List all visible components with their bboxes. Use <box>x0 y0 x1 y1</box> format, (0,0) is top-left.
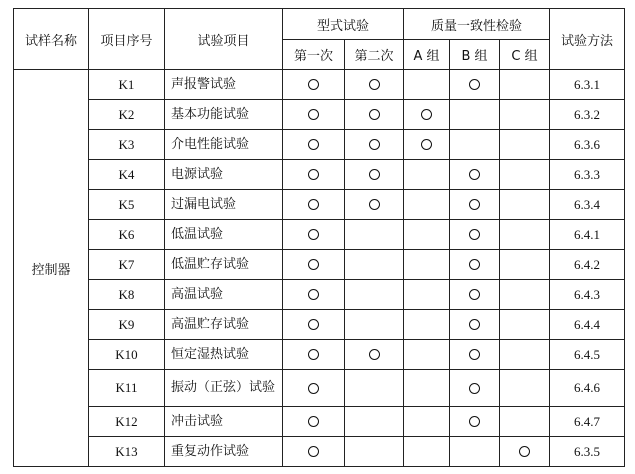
mark-cell-group-a <box>404 437 450 467</box>
mark-cell-group-c <box>500 280 550 310</box>
mark-cell-first <box>283 407 345 437</box>
mark-cell-group-c <box>500 100 550 130</box>
item-no-cell: K8 <box>89 280 165 310</box>
circle-mark-icon <box>519 446 530 457</box>
test-item-cell: 低温贮存试验 <box>165 250 283 280</box>
test-item-cell: 高温试验 <box>165 280 283 310</box>
header-sample-name: 试样名称 <box>14 9 89 70</box>
mark-cell-first <box>283 310 345 340</box>
circle-mark-icon <box>369 139 380 150</box>
circle-mark-icon <box>421 139 432 150</box>
header-test-item: 试验项目 <box>165 9 283 70</box>
circle-mark-icon <box>308 109 319 120</box>
mark-cell-group-c <box>500 70 550 100</box>
header-quality-test: 质量一致性检验 <box>404 9 550 40</box>
table-row <box>14 370 625 407</box>
item-no-cell: K9 <box>89 310 165 340</box>
circle-mark-icon <box>308 229 319 240</box>
circle-mark-icon <box>308 139 319 150</box>
mark-cell-second <box>345 280 404 310</box>
method-cell: 6.4.6 <box>550 370 625 407</box>
circle-mark-icon <box>369 109 380 120</box>
test-item-cell: 电源试验 <box>165 160 283 190</box>
test-item-cell: 高温贮存试验 <box>165 310 283 340</box>
test-items-table <box>13 8 625 467</box>
circle-mark-icon <box>308 169 319 180</box>
item-no-cell: K1 <box>89 70 165 100</box>
table-row <box>14 437 625 467</box>
mark-cell-first <box>283 190 345 220</box>
test-item-cell: 重复动作试验 <box>165 437 283 467</box>
method-cell: 6.4.3 <box>550 280 625 310</box>
mark-cell-group-a <box>404 370 450 407</box>
mark-cell-group-c <box>500 437 550 467</box>
circle-mark-icon <box>308 289 319 300</box>
mark-cell-group-b <box>450 310 500 340</box>
mark-cell-group-b <box>450 250 500 280</box>
table-row <box>14 190 625 220</box>
circle-mark-icon <box>469 416 480 427</box>
mark-cell-group-a <box>404 407 450 437</box>
test-item-cell: 低温试验 <box>165 220 283 250</box>
circle-mark-icon <box>469 319 480 330</box>
table-row <box>14 160 625 190</box>
mark-cell-group-b <box>450 220 500 250</box>
mark-cell-group-a <box>404 130 450 160</box>
circle-mark-icon <box>308 383 319 394</box>
circle-mark-icon <box>308 446 319 457</box>
item-no-cell: K13 <box>89 437 165 467</box>
test-item-cell: 基本功能试验 <box>165 100 283 130</box>
circle-mark-icon <box>308 199 319 210</box>
mark-cell-group-a <box>404 310 450 340</box>
method-cell: 6.4.2 <box>550 250 625 280</box>
header-group-b: B 组 <box>450 40 500 70</box>
sample-name-cell: 控制器 <box>14 70 89 467</box>
mark-cell-group-b <box>450 407 500 437</box>
circle-mark-icon <box>369 169 380 180</box>
circle-mark-icon <box>469 383 480 394</box>
mark-cell-second <box>345 130 404 160</box>
circle-mark-icon <box>308 79 319 90</box>
mark-cell-second <box>345 70 404 100</box>
circle-mark-icon <box>369 199 380 210</box>
circle-mark-icon <box>469 259 480 270</box>
mark-cell-group-a <box>404 280 450 310</box>
method-cell: 6.4.5 <box>550 340 625 370</box>
circle-mark-icon <box>308 349 319 360</box>
mark-cell-group-c <box>500 220 550 250</box>
method-cell: 6.4.7 <box>550 407 625 437</box>
mark-cell-group-b <box>450 340 500 370</box>
mark-cell-group-c <box>500 370 550 407</box>
method-cell: 6.4.1 <box>550 220 625 250</box>
mark-cell-group-c <box>500 340 550 370</box>
mark-cell-first <box>283 370 345 407</box>
mark-cell-first <box>283 220 345 250</box>
header-item-no: 项目序号 <box>89 9 165 70</box>
mark-cell-group-b <box>450 130 500 160</box>
method-cell: 6.3.2 <box>550 100 625 130</box>
mark-cell-group-a <box>404 160 450 190</box>
mark-cell-second <box>345 250 404 280</box>
mark-cell-group-c <box>500 310 550 340</box>
circle-mark-icon <box>469 79 480 90</box>
table-row <box>14 70 625 100</box>
item-no-cell: K10 <box>89 340 165 370</box>
header-type-test: 型式试验 <box>283 9 404 40</box>
mark-cell-second <box>345 160 404 190</box>
mark-cell-group-a <box>404 190 450 220</box>
header-row-1 <box>14 9 625 40</box>
item-no-cell: K11 <box>89 370 165 407</box>
circle-mark-icon <box>421 109 432 120</box>
circle-mark-icon <box>308 259 319 270</box>
method-cell: 6.3.5 <box>550 437 625 467</box>
circle-mark-icon <box>308 416 319 427</box>
circle-mark-icon <box>469 349 480 360</box>
method-cell: 6.4.4 <box>550 310 625 340</box>
mark-cell-group-a <box>404 340 450 370</box>
item-no-cell: K2 <box>89 100 165 130</box>
mark-cell-group-b <box>450 280 500 310</box>
mark-cell-group-b <box>450 160 500 190</box>
mark-cell-first <box>283 130 345 160</box>
table-row <box>14 310 625 340</box>
mark-cell-first <box>283 100 345 130</box>
table-row <box>14 130 625 160</box>
table-row <box>14 407 625 437</box>
header-group-a: A 组 <box>404 40 450 70</box>
item-no-cell: K5 <box>89 190 165 220</box>
mark-cell-second <box>345 220 404 250</box>
mark-cell-first <box>283 160 345 190</box>
mark-cell-first <box>283 437 345 467</box>
mark-cell-second <box>345 340 404 370</box>
circle-mark-icon <box>469 289 480 300</box>
mark-cell-group-a <box>404 250 450 280</box>
mark-cell-group-c <box>500 250 550 280</box>
mark-cell-group-b <box>450 370 500 407</box>
mark-cell-group-c <box>500 407 550 437</box>
mark-cell-second <box>345 190 404 220</box>
method-cell: 6.3.4 <box>550 190 625 220</box>
method-cell: 6.3.3 <box>550 160 625 190</box>
table-row <box>14 100 625 130</box>
table-row <box>14 340 625 370</box>
mark-cell-group-c <box>500 190 550 220</box>
test-item-cell: 振动（正弦）试验 <box>165 370 283 407</box>
circle-mark-icon <box>469 229 480 240</box>
method-cell: 6.3.6 <box>550 130 625 160</box>
circle-mark-icon <box>308 319 319 330</box>
table-body <box>14 70 625 467</box>
circle-mark-icon <box>369 79 380 90</box>
test-item-cell: 声报警试验 <box>165 70 283 100</box>
test-item-cell: 冲击试验 <box>165 407 283 437</box>
table-row <box>14 280 625 310</box>
item-no-cell: K3 <box>89 130 165 160</box>
mark-cell-second <box>345 100 404 130</box>
mark-cell-group-a <box>404 100 450 130</box>
mark-cell-group-b <box>450 100 500 130</box>
mark-cell-second <box>345 437 404 467</box>
mark-cell-first <box>283 70 345 100</box>
mark-cell-group-c <box>500 160 550 190</box>
method-cell: 6.3.1 <box>550 70 625 100</box>
item-no-cell: K7 <box>89 250 165 280</box>
circle-mark-icon <box>369 349 380 360</box>
mark-cell-group-b <box>450 437 500 467</box>
mark-cell-group-b <box>450 70 500 100</box>
mark-cell-second <box>345 370 404 407</box>
mark-cell-group-a <box>404 70 450 100</box>
table-row <box>14 220 625 250</box>
header-group-c: C 组 <box>500 40 550 70</box>
mark-cell-group-a <box>404 220 450 250</box>
circle-mark-icon <box>469 169 480 180</box>
mark-cell-second <box>345 310 404 340</box>
header-second: 第二次 <box>345 40 404 70</box>
mark-cell-second <box>345 407 404 437</box>
mark-cell-first <box>283 280 345 310</box>
test-item-cell: 恒定湿热试验 <box>165 340 283 370</box>
circle-mark-icon <box>469 199 480 210</box>
item-no-cell: K4 <box>89 160 165 190</box>
header-method: 试验方法 <box>550 9 625 70</box>
header-first: 第一次 <box>283 40 345 70</box>
mark-cell-group-c <box>500 130 550 160</box>
item-no-cell: K12 <box>89 407 165 437</box>
item-no-cell: K6 <box>89 220 165 250</box>
test-item-cell: 介电性能试验 <box>165 130 283 160</box>
mark-cell-group-b <box>450 190 500 220</box>
test-item-cell: 过漏电试验 <box>165 190 283 220</box>
mark-cell-first <box>283 340 345 370</box>
table-row <box>14 250 625 280</box>
mark-cell-first <box>283 250 345 280</box>
